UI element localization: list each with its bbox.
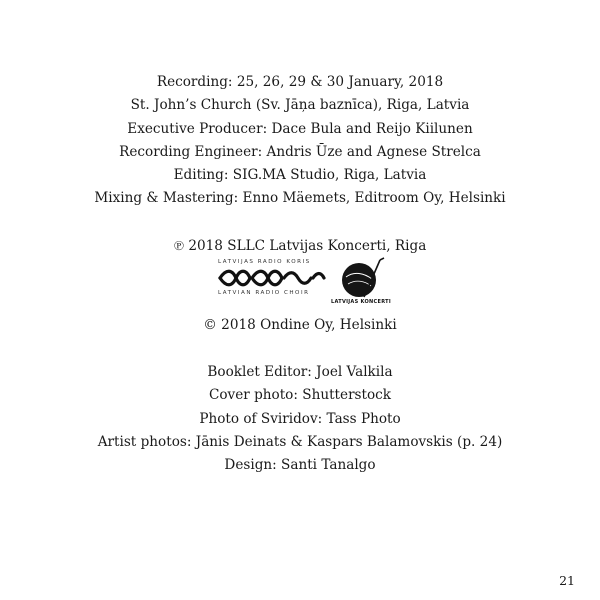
phonogram-copyright-block [0,235,600,258]
production-credits [0,71,600,211]
credit-line-mixing-mastering: Mixing & Mastering: Enno Mäemets, Editroom Oy, Helsinki [94,190,506,207]
phonogram-copyright: ℗ 2018 SLLC Latvijas Koncerti, Riga [173,238,427,254]
credit-line-recording-engineer: Recording Engineer: Andris Ūze and Agnese Strelca [119,143,481,160]
credit-line-executive-producer: Executive Producer: Dace Bula and Reijo Kiilunen [127,120,473,137]
page-number: 21 [559,573,575,588]
latvian-radio-choir-logo [218,257,328,305]
koncerti-logo-text: LATVIJAS KONCERTI [330,299,392,305]
credit-line-design: Design: Santi Tanalgo [224,457,376,474]
latvijas-koncerti-logo [330,257,392,309]
credit-line-sviridov-photo: Photo of Sviridov: Tass Photo [199,410,401,427]
choir-logo-bottom-text: LATVIAN RADIO CHOIR [218,290,310,296]
copyright-line: © 2018 Ondine Oy, Helsinki [203,317,397,333]
koncerti-disc-icon [334,257,388,301]
credit-line-editing: Editing: SIG.MA Studio, Riga, Latvia [173,167,427,184]
copyright-block [0,314,600,337]
credit-line-cover-photo: Cover photo: Shutterstock [208,387,392,404]
credit-line-venue: St. John’s Church (Sv. Jāņa baznīca), Riga, Latvia [130,97,470,114]
credit-line-recording: Recording: 25, 26, 29 & 30 January, 2018 [156,74,444,90]
booklet-credits [0,361,600,477]
credit-line-booklet-editor: Booklet Editor: Joel Valkila [207,364,393,380]
logo-row [0,257,600,309]
choir-wave-icon [218,267,328,289]
choir-logo-top-text: LATVIJAS RADIO KORIS [218,259,311,265]
credit-line-artist-photos: Artist photos: Jānis Deinats & Kaspars Balamovskis (p. 24) [97,433,503,450]
